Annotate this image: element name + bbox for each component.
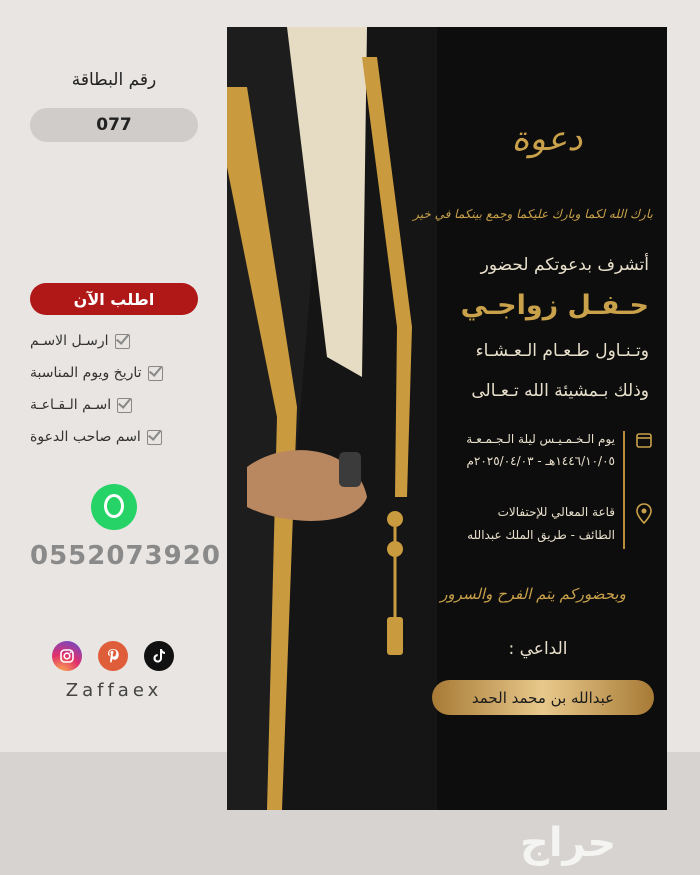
requirement-item: اسم صاحب الدعوة (30, 429, 198, 445)
invitation-card (227, 27, 667, 810)
checkbox-icon (117, 398, 132, 413)
event-title: حـفـل زواجـي (460, 290, 649, 321)
blessing-calligraphy: بارك الله لكما وبارك عليكما وجمع بينكما في خير (413, 207, 653, 221)
invitation-heading: دعوة (511, 119, 583, 159)
requirement-item: اسـم الـقـاعـة (30, 397, 198, 413)
venue-line-2: الطائف - طريق الملك عبدالله (467, 528, 615, 542)
tiktok-glyph (152, 648, 166, 664)
date-line-2: ١٤٤٦/١٠/٠٥هـ - ٢٠٢٥/٠٤/٠٣م (466, 454, 615, 468)
requirement-item: ارسـل الاسـم (30, 333, 198, 349)
calendar-icon (635, 431, 653, 449)
instagram-glyph (59, 648, 75, 664)
whatsapp-icon[interactable] (91, 484, 137, 530)
card-number-label: رقم البطاقة (71, 70, 157, 90)
pinterest-glyph (106, 648, 120, 664)
dinner-line: وتـنـاول طـعـام الـعـشـاء (475, 341, 649, 361)
groom-robe-illustration (227, 27, 437, 810)
haraj-watermark-logo: حراج (520, 820, 617, 866)
order-now-button[interactable]: اطلب الآن (30, 283, 198, 315)
venue-line-1: قاعة المعالي للإحتفالات (497, 505, 615, 519)
brand-name: Zaffaex (65, 680, 163, 701)
tiktok-icon[interactable] (144, 641, 174, 671)
location-pin-icon (635, 503, 653, 525)
checkbox-icon (148, 366, 163, 381)
will-line: وذلك بـمشيئة الله تـعـالى (471, 381, 649, 401)
details-divider (623, 431, 625, 549)
requirement-item: تاريخ ويوم المناسبة (30, 365, 198, 381)
host-name-pill: عبدالله بن محمد الحمد (432, 680, 654, 715)
checkbox-icon (115, 334, 130, 349)
honor-line: أتشرف بدعوتكم لحضور (480, 255, 649, 275)
closing-calligraphy: وبحضوركم يتم الفرح والسرور (440, 585, 626, 603)
phone-number[interactable]: 0552073920 (30, 541, 221, 571)
pinterest-icon[interactable] (98, 641, 128, 671)
instagram-icon[interactable] (52, 641, 82, 671)
date-line-1: يوم الـخـمـيـس ليلة الـجـمـعـة (466, 432, 615, 446)
host-label: الداعي : (508, 639, 568, 659)
checkbox-icon (147, 430, 162, 445)
card-number-badge: 077 (30, 108, 198, 142)
